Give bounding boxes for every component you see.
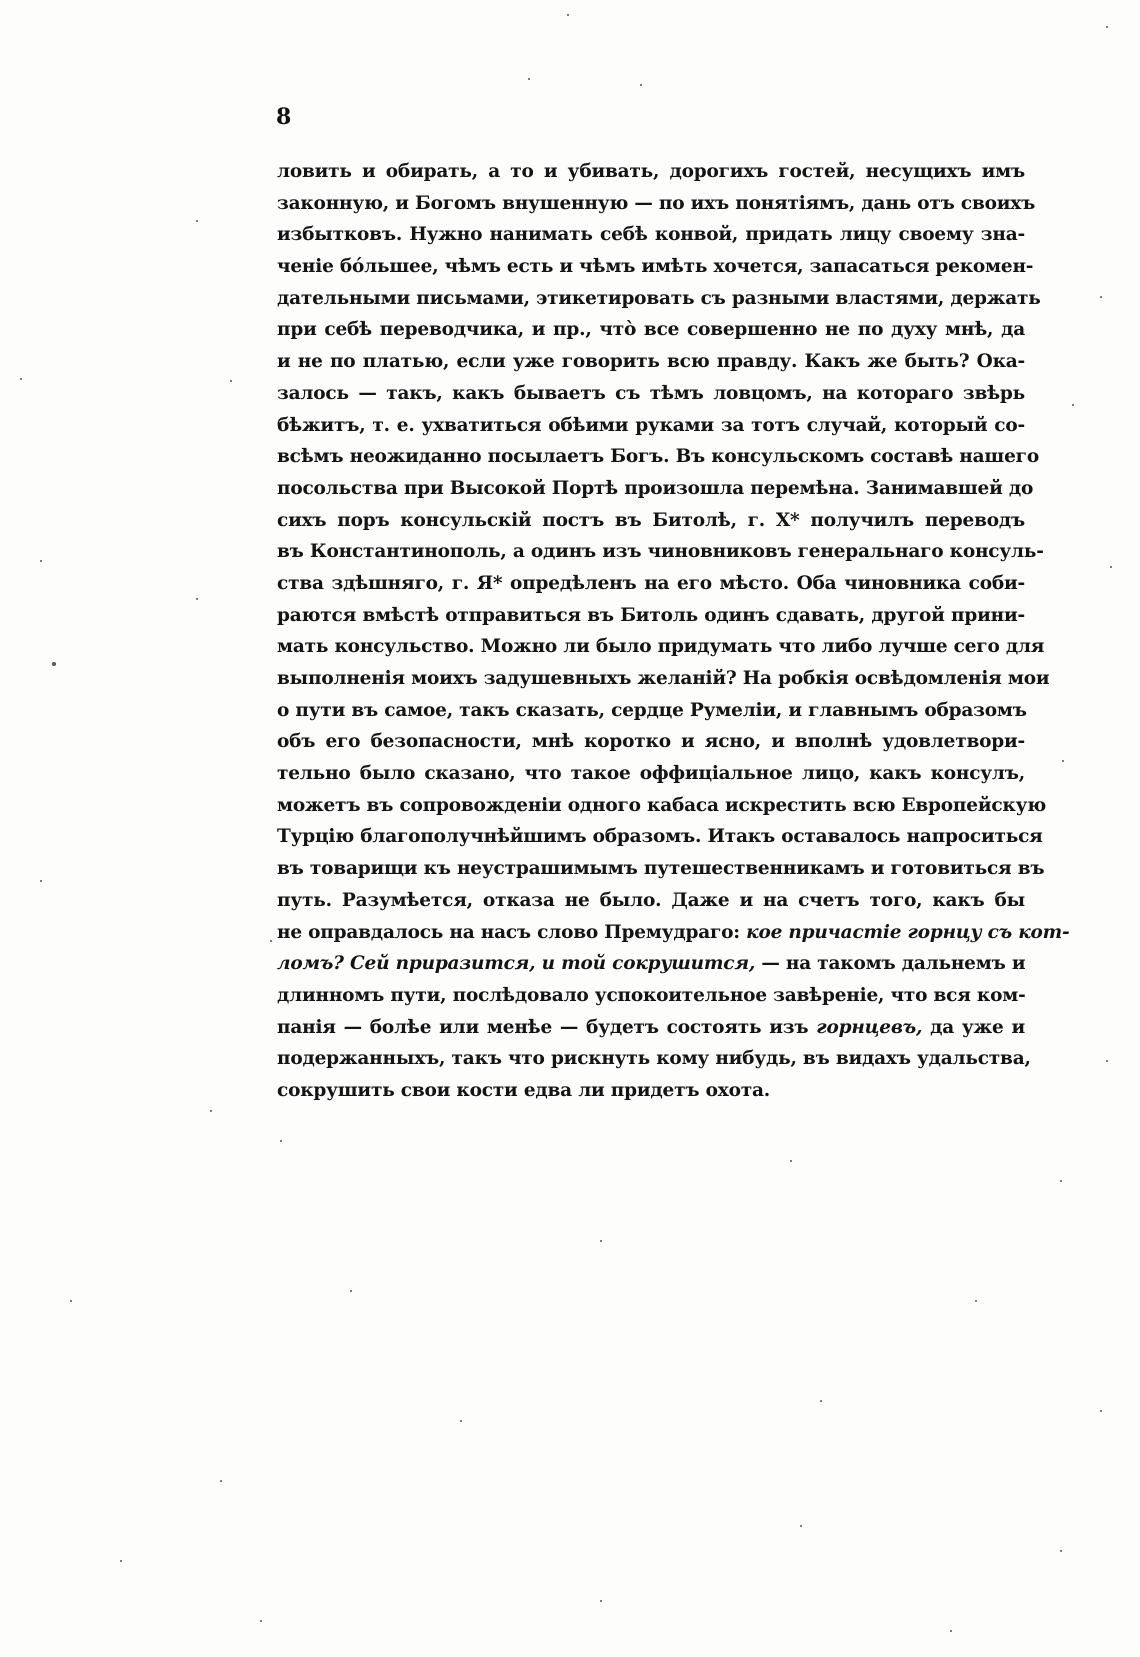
scan-speck (196, 598, 198, 600)
text-line (277, 917, 1070, 949)
text-run: можетъ въ сопровожденіи одного кабаса искрестить всю Европейскую (277, 794, 1046, 816)
text-run: ства здѣшняго, г. Я* опредѣленъ на его мѣсто. Оба чиновника соби- (277, 572, 1025, 594)
italic-quote: кое причастіе горнцу съ кот- (746, 921, 1070, 943)
text-run: да уже и (922, 1016, 1025, 1038)
scan-speck (950, 1630, 952, 1632)
scan-speck (1106, 26, 1108, 28)
text-line (277, 188, 1036, 220)
text-run: раются вмѣстѣ отправиться въ Битоль одинъ сдавать, другой прини- (277, 604, 1025, 626)
italic-quote: горнцевъ, (816, 1016, 923, 1038)
text-run: залось — такъ, какъ бываетъ съ тѣмъ ловцомъ, на котораго звѣрь (277, 382, 1025, 404)
text-line (277, 1012, 1025, 1044)
text-run: тельно было сказано, что такое оффиціальное лицо, какъ консулъ, (277, 763, 1025, 785)
scan-speck (52, 662, 56, 666)
text-run: — на такомъ дальнемъ и (755, 953, 1026, 975)
text-run: всѣмъ неожиданно посылаетъ Богъ. Въ консульскомъ составѣ нашего (277, 446, 1039, 468)
text-run: въ Константинополь, а одинъ изъ чиновниковъ генеральнаго консуль- (277, 541, 1044, 563)
scan-speck (350, 1290, 352, 1292)
text-line (277, 1075, 1025, 1107)
text-line (277, 505, 1025, 537)
text-run: ловить и обирать, а то и убивать, дорогихъ гостей, несущихъ имъ (277, 161, 1025, 182)
scan-speck (820, 1400, 822, 1402)
text-line (277, 314, 1025, 346)
page-number: 8 (276, 104, 292, 130)
scan-speck (790, 1160, 792, 1162)
text-run: ченіе бо́льшее, чѣмъ есть и чѣмъ имѣть хочется, запасаться рекомен- (277, 256, 1034, 278)
scan-speck (460, 1420, 462, 1422)
body-text (277, 156, 1070, 1107)
scan-speck (20, 378, 22, 380)
text-line (277, 410, 1025, 442)
text-run: сихъ поръ консульскій постъ въ Битолѣ, г. Х* получилъ переводъ (277, 509, 1025, 531)
scan-speck (600, 1600, 602, 1602)
text-run: объ его безопасности, мнѣ коротко и ясно, и вполнѣ удовлетвори- (277, 731, 1025, 753)
text-line (277, 885, 1025, 917)
text-run: посольства при Высокой Портѣ произошла перемѣна. Занимавшей до (277, 477, 1034, 499)
scan-speck (230, 380, 232, 382)
scan-speck (40, 560, 42, 562)
scan-speck (1100, 296, 1102, 298)
text-run: избытковъ. Нужно нанимать себѣ конвой, придать лицу своему зна- (277, 224, 1025, 246)
text-line (277, 156, 1025, 188)
text-line (277, 283, 1041, 315)
italic-quote: ломъ? Сей приразится, и той сокрушится, (277, 953, 756, 975)
text-run: законную, и Богомъ внушенную — по ихъ понятіямъ, дань отъ своихъ (277, 192, 1036, 214)
scan-speck (270, 940, 272, 942)
scan-speck (640, 84, 642, 86)
text-line (277, 346, 1025, 378)
scan-speck (1100, 1410, 1102, 1412)
text-run: путь. Разумѣется, отказа не было. Даже и на счетъ того, какъ бы (277, 889, 1025, 911)
scan-speck (1110, 566, 1112, 568)
text-line (277, 695, 1025, 727)
text-run: выполненія моихъ задушевныхъ желаній? На робкія освѣдомленія мои (277, 668, 1050, 689)
text-line (277, 853, 1045, 885)
text-line (277, 251, 1034, 283)
text-run: сокрушить свои кости едва ли придетъ охота. (277, 1079, 770, 1101)
scan-speck (1072, 404, 1074, 406)
text-line (277, 219, 1025, 251)
text-line (277, 600, 1025, 632)
text-line (277, 790, 1046, 822)
scan-speck (1060, 1180, 1062, 1182)
text-line (277, 980, 1025, 1012)
scan-speck (280, 1140, 282, 1142)
scan-speck (567, 14, 569, 16)
scan-speck (1106, 1060, 1108, 1062)
scan-speck (528, 78, 530, 80)
text-line (277, 726, 1025, 758)
scan-speck (220, 1480, 222, 1482)
text-line (277, 663, 1050, 695)
text-line (277, 568, 1025, 600)
text-run: панія — болѣе или менѣе — будетъ состоять изъ (277, 1016, 817, 1038)
text-run: подержанныхъ, такъ что рискнуть кому нибудь, въ видахъ удальства, (277, 1048, 1031, 1070)
text-line (277, 536, 1044, 568)
text-line (277, 1043, 1031, 1075)
scan-speck (260, 1620, 262, 1622)
text-run: въ товарищи къ неустрашимымъ путешественникамъ и готовиться въ (277, 858, 1045, 880)
text-line (277, 473, 1034, 505)
scan-speck (800, 1525, 802, 1527)
text-run: длинномъ пути, послѣдовало успокоительное завѣреніе, что вся ком- (277, 984, 1026, 1006)
text-run: при себѣ переводчика, и пр., что̀ все совершенно не по духу мнѣ, да (277, 319, 1025, 341)
scan-speck (975, 1300, 977, 1302)
text-run: о пути въ самое, такъ сказать, сердце Румеліи, и главнымъ образомъ (277, 699, 1027, 721)
scan-speck (70, 1300, 72, 1302)
scan-speck (196, 220, 198, 222)
text-line (277, 948, 1025, 980)
text-run: мать консульство. Можно ли было придумать что либо лучше сего для (277, 636, 1045, 658)
text-run: дательными письмами, этикетировать съ разными властями, держать (277, 287, 1041, 309)
text-line (277, 758, 1025, 790)
scan-speck (120, 1560, 122, 1562)
text-line (277, 631, 1045, 663)
scan-speck (1060, 1550, 1062, 1552)
text-line (277, 821, 1043, 853)
scan-speck (1062, 760, 1064, 762)
text-run: и не по платью, если уже говорить всю правду. Какъ же быть? Ока- (277, 351, 1025, 373)
text-line (277, 441, 1039, 473)
text-run: не оправдалось на насъ слово Премудраго: (277, 921, 747, 943)
text-run: бѣжитъ, т. е. ухватиться обѣими руками за тотъ случай, который со- (277, 414, 1025, 436)
scan-speck (600, 1240, 602, 1242)
scan-speck (40, 880, 42, 882)
text-run: Турцію благополучнѣйшимъ образомъ. Итакъ оставалось напроситься (277, 826, 1043, 848)
text-line (277, 378, 1025, 410)
scan-speck (210, 1110, 212, 1112)
